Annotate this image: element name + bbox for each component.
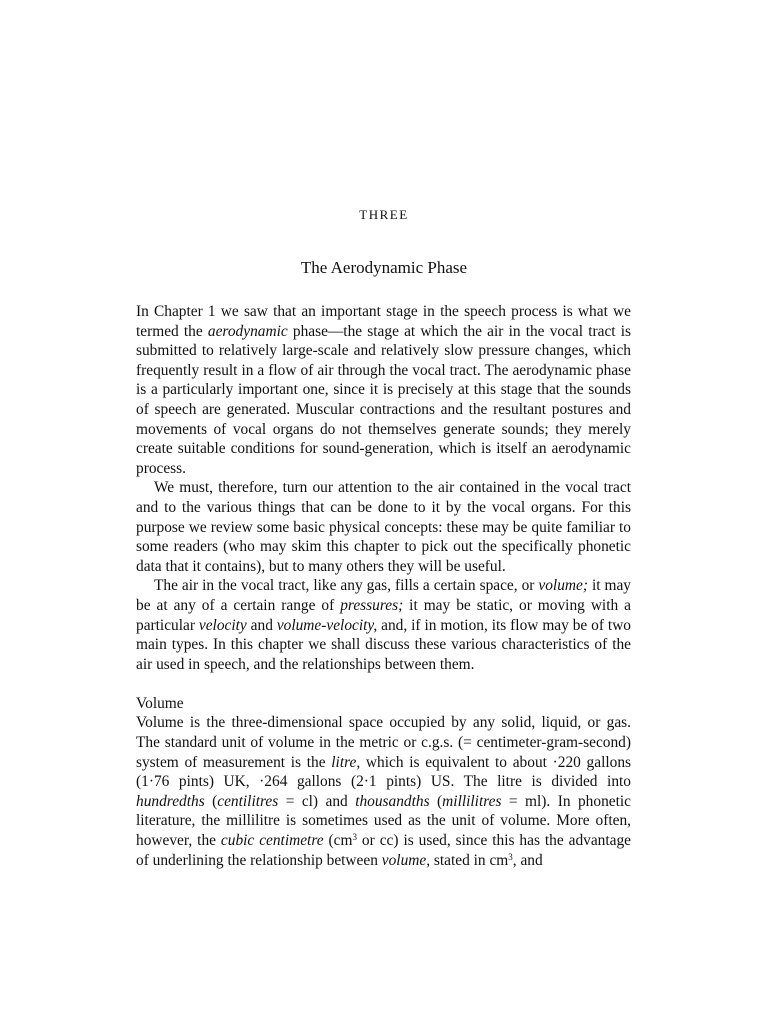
text-run: Volume is the three-dimensional space occupied by any solid, liquid, or gas. The standard unit of volume in the metric or c.g.s. (= centimeter-gram-second) system of measurement is the [136, 714, 631, 771]
paragraph-1 [136, 302, 631, 478]
body-text [136, 302, 631, 870]
text-run: and, if in motion, its flow may be of two main types. In this chapter we shall discuss these various characteristics of the air used in speech, and the relationships between them. [136, 616, 632, 673]
text-run: ( [204, 792, 218, 810]
italic-term: pressures; [340, 596, 404, 614]
italic-term: aerodynamic [207, 322, 288, 340]
chapter-title: The Aerodynamic Phase [300, 258, 468, 277]
italic-term: cubic centimetre [220, 832, 324, 850]
text-run: and [246, 616, 277, 634]
paragraph-2 [136, 478, 631, 576]
italic-term: velocity [198, 616, 247, 634]
italic-term: centilitres [217, 792, 279, 810]
italic-term: thousandths [355, 792, 430, 810]
text-run: , and [512, 851, 543, 869]
text-run: it may be at any of a certain range of [136, 577, 632, 614]
paragraph-3 [136, 576, 631, 674]
paragraph-4 [136, 713, 631, 870]
section-heading-volume: Volume [136, 694, 184, 712]
chapter-number: THREE [359, 207, 409, 222]
italic-term: millilitres [442, 792, 502, 810]
superscript: 3 [508, 851, 513, 862]
text-run: ( [429, 792, 443, 810]
text-run: We must, therefore, turn our attention to the air contained in the vocal tract and to the various things that can be done to it by the vocal organs. For this purpose we review some basic physical concepts: these may be quite familiar to some readers (who may skim this chapter to pick out the specifically phonetic data that it contains), but to many others they will be useful. [136, 479, 631, 575]
text-run: (cm [323, 832, 353, 850]
text-run: = cl) and [278, 792, 356, 810]
text-run: it may be static, or moving with a particular [136, 596, 631, 634]
text-run: phase—the stage at which the air in the vocal tract is submitted to relatively large-scale and relatively slow pressure changes, which frequently result in a flow of air through the vocal tract. The aerodynamic phase is a particularly important one, since it is precisely at this stage that the sounds of speech are generated. Muscular contractions and the resultant postures and movements of vocal organs do not themselves generate sounds; they merely create suitable conditions for sound-generation, which is itself an aerodynamic process. [136, 322, 631, 477]
italic-term: hundredths [136, 792, 205, 810]
text-run: = ml). In phonetic literature, the millilitre is sometimes used as the unit of volume. More often, however, the [136, 792, 631, 850]
italic-term: volume, [381, 851, 431, 869]
italic-term: volume-velocity, [276, 616, 378, 634]
text-run: The air in the vocal tract, like any gas, fills a certain space, or [154, 577, 539, 595]
text-run: In Chapter 1 we saw that an important stage in the speech process is what we termed the [136, 303, 631, 340]
text-run: stated in cm [430, 851, 509, 869]
superscript: 3 [352, 832, 357, 843]
text-run: which is equivalent to about ·220 gallons (1·76 pints) UK, ·264 gallons (2·1 pints) US. The litre is divided into [136, 753, 632, 791]
text-run: or cc) is used, since this has the advantage of underlining the relationship between [136, 832, 632, 869]
italic-term: volume; [538, 577, 588, 595]
italic-term: litre, [331, 753, 361, 771]
